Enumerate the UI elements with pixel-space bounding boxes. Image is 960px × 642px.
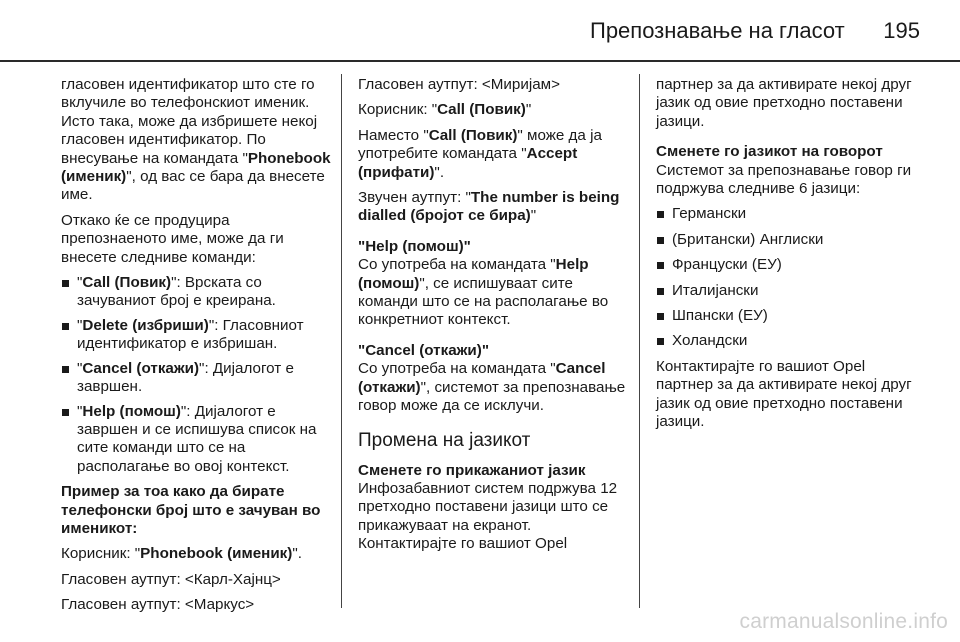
commands-intro-paragraph: Откако ќе се продуцира препознаеното име, може да ги внесете следниве команди: <box>61 211 284 266</box>
speech-language-section: Сменете го јазикот на говорот Системот за препознавање говор ги подржува следниве 6 јазици: <box>656 143 912 198</box>
list-item: (Британски) Англиски <box>656 231 918 249</box>
commands-list <box>61 274 331 476</box>
column-1 <box>61 76 331 622</box>
page-number: 195 <box>883 18 920 43</box>
example-user-line: Корисник: "Phonebook (именик)". <box>61 545 302 563</box>
display-language-heading: Сменете го прикажаниот јазик <box>358 461 586 479</box>
column-2 <box>358 76 628 561</box>
list-item: Француски (ЕУ) <box>656 256 918 274</box>
help-heading: "Help (помош)" <box>358 237 471 255</box>
list-item: Шпански (ЕУ) <box>656 307 918 325</box>
list-item: "Cancel (откажи)": Дијалогот е завршен. <box>61 360 331 397</box>
continuation-paragraph: партнер за да активирате некој друг јазик од овие претходно поставени јазици. <box>656 76 912 130</box>
list-item: Италијански <box>656 282 918 300</box>
closing-paragraph: Контактирајте го вашиот Opel партнер за да активирате некој друг јазик од овие претходно поставени јазици. <box>656 357 912 431</box>
cancel-section: "Cancel (откажи)" Со употреба на командата "Cancel (откажи)", системот за препознавање говор може да се исклучи. <box>358 341 626 415</box>
page-header-title: Препознавање на гласот <box>590 18 845 43</box>
column-divider-1 <box>341 74 342 608</box>
audio-output-paragraph: Звучен аутпут: "The number is being dialled (бројот се бира)" <box>358 189 620 225</box>
cancel-heading: "Cancel (откажи)" <box>358 341 490 359</box>
example-voice-line-2: Гласовен аутпут: <Маркус> <box>61 596 255 614</box>
header-divider <box>0 60 960 62</box>
list-item: Холандски <box>656 332 918 350</box>
example-user-line-2: Корисник: "Call (Повик)" <box>358 101 532 119</box>
speech-language-heading: Сменете го јазикот на говорот <box>656 143 883 161</box>
phonebook-intro-paragraph: гласовен идентификатор што сте го вклучиле во телефонскиот именик. Исто така, може да избришете некој гласовен идентификатор. По внесување на командата "Phonebook (именик)", од вас се бара да внесете име. <box>61 76 331 204</box>
list-item: "Delete (избриши)": Гласовниот идентификатор е избришан. <box>61 317 331 354</box>
list-item: Германски <box>656 205 918 223</box>
example-voice-line-1: Гласовен аутпут: <Карл-Хајнц> <box>61 570 281 588</box>
languages-list <box>656 205 918 350</box>
column-3 <box>656 76 918 439</box>
list-item: "Help (помош)": Дијалогот е завршен и се испишува список на сите команди што се на располагање во овој контекст. <box>61 403 331 477</box>
section-title: Промена на јазикот <box>358 429 531 451</box>
column-divider-2 <box>639 74 640 608</box>
example-heading: Пример за тоа како да бирате телефонски број што е зачуван во именикот: <box>61 483 321 537</box>
example-voice-line-3: Гласовен аутпут: <Миријам> <box>358 76 560 93</box>
accept-alternative-paragraph: Наместо "Call (Повик)" може да ја употребите командата "Accept (прифати)". <box>358 126 602 181</box>
watermark: carmanualsonline.info <box>739 610 948 633</box>
list-item: "Call (Повик)": Врската со зачуваниот број е креирана. <box>61 274 331 311</box>
display-language-section: Сменете го прикажаниот јазик Инфозабавниот систем подржува 12 претходно поставени јазици што се прикажуваат на екранот. Контактирајте го вашиот Opel <box>358 461 618 553</box>
help-section: "Help (помош)" Со употреба на командата "Help (помош)", се испишуваат сите команди што се на располагање во конкретниот контекст. <box>358 237 609 329</box>
